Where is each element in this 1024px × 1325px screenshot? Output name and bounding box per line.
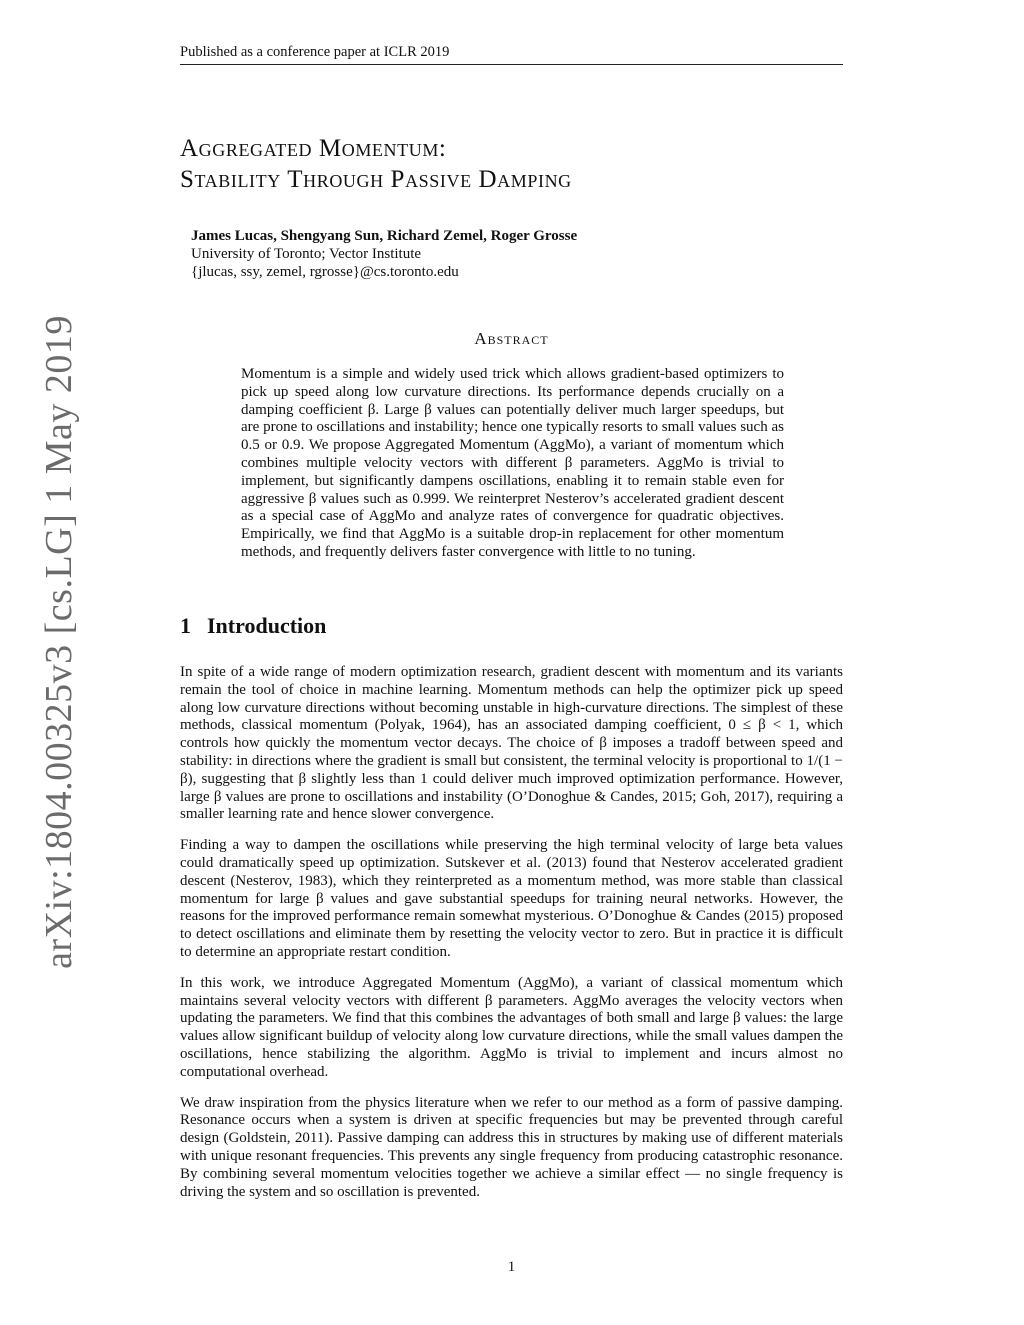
- section-title: Introduction: [207, 613, 327, 638]
- author-emails: {jlucas, ssy, zemel, rgrosse}@cs.toronto.edu: [191, 264, 459, 280]
- introduction-body: [180, 664, 843, 1214]
- running-header: Published as a conference paper at ICLR 2019: [180, 44, 843, 65]
- intro-paragraph-3: In this work, we introduce Aggregated Momentum (AggMo), a variant of classical momentum which maintains several velocity vectors with different β parameters. AggMo averages the velocity vectors when updating the parameters. We find that this combines the advantages of both small and large β values: the large values allow significant buildup of velocity along low curvature directions, while the small values dampen the oscillations, hence stabilizing the algorithm. AggMo is trivial to implement and incurs almost no computational overhead.: [180, 974, 843, 1080]
- author-names: James Lucas, Shengyang Sun, Richard Zemel, Roger Grosse: [191, 228, 578, 244]
- title-line-2: Stability Through Passive Damping: [180, 166, 572, 193]
- author-block: [191, 227, 577, 281]
- intro-paragraph-1: In spite of a wide range of modern optimization research, gradient descent with momentum and its variants remain the tool of choice in machine learning. Momentum methods can help the optimizer pick up speed along low curvature directions without becoming unstable in high-curvature directions. The simplest of these methods, classical momentum (Polyak, 1964), has an associated damping coefficient, 0 ≤ β < 1, which controls how quickly the momentum vector decays. The choice of β imposes a tradoff between speed and stability: in directions where the gradient is small but consistent, the terminal velocity is proportional to 1/(1 − β), suggesting that β slightly less than 1 could deliver much improved optimization performance. However, large β values are prone to oscillations and instability (O’Donoghue & Candes, 2015; Goh, 2017), requiring a smaller learning rate and hence slower convergence.: [180, 664, 843, 823]
- intro-paragraph-4: We draw inspiration from the physics literature when we refer to our method as a form of passive damping. Resonance occurs when a system is driven at specific frequencies but may be prevented through careful design (Goldstein, 2011). Passive damping can address this in structures by making use of different materials with unique resonant frequencies. This prevents any single frequency from producing catastrophic resonance. By combining several momentum velocities together we achieve a similar effect — no single frequency is driving the system and so oscillation is prevented.: [180, 1094, 843, 1200]
- section-heading: [180, 613, 326, 639]
- arxiv-identifier: arXiv:1804.00325v3 [cs.LG] 1 May 2019: [38, 315, 80, 969]
- author-affiliation: University of Toronto; Vector Institute: [191, 246, 422, 262]
- intro-paragraph-2: Finding a way to dampen the oscillations while preserving the high terminal velocity of large beta values could dramatically speed up optimization. Sutskever et al. (2013) found that Nesterov accelerated gradient descent (Nesterov, 1983), which they reinterpreted as a momentum method, was more stable than classical momentum for large β values and gave substantial speedups for training neural networks. However, the reasons for the improved performance remain somewhat mysterious. O’Donoghue & Candes (2015) proposed to detect oscillations and eliminate them by resetting the velocity vector to zero. But in practice it is difficult to determine an appropriate restart condition.: [180, 837, 843, 960]
- section-number: 1: [180, 613, 191, 638]
- title-line-1: Aggregated Momentum:: [180, 135, 447, 162]
- abstract-heading: Abstract: [474, 329, 549, 348]
- abstract-text: Momentum is a simple and widely used trick which allows gradient-based optimizers to pick up speed along low curvature directions. Its performance depends crucially on a damping coefficient β. Large β values can potentially deliver much larger speedups, but are prone to oscillations and instability; hence one typically resorts to small values such as 0.5 or 0.9. We propose Aggregated Momentum (AggMo), a variant of momentum which combines multiple velocity vectors with different β parameters. AggMo is trivial to implement, but significantly dampens oscillations, enabling it to remain stable even for aggressive β values such as 0.999. We reinterpret Nesterov’s accelerated gradient descent as a special case of AggMo and analyze rates of convergence for quadratic objectives. Empirically, we find that AggMo is a suitable drop-in replacement for other momentum methods, and frequently delivers faster convergence with little to no tuning.: [241, 366, 784, 560]
- paper-title: [180, 133, 843, 195]
- page-number: 1: [507, 1259, 516, 1275]
